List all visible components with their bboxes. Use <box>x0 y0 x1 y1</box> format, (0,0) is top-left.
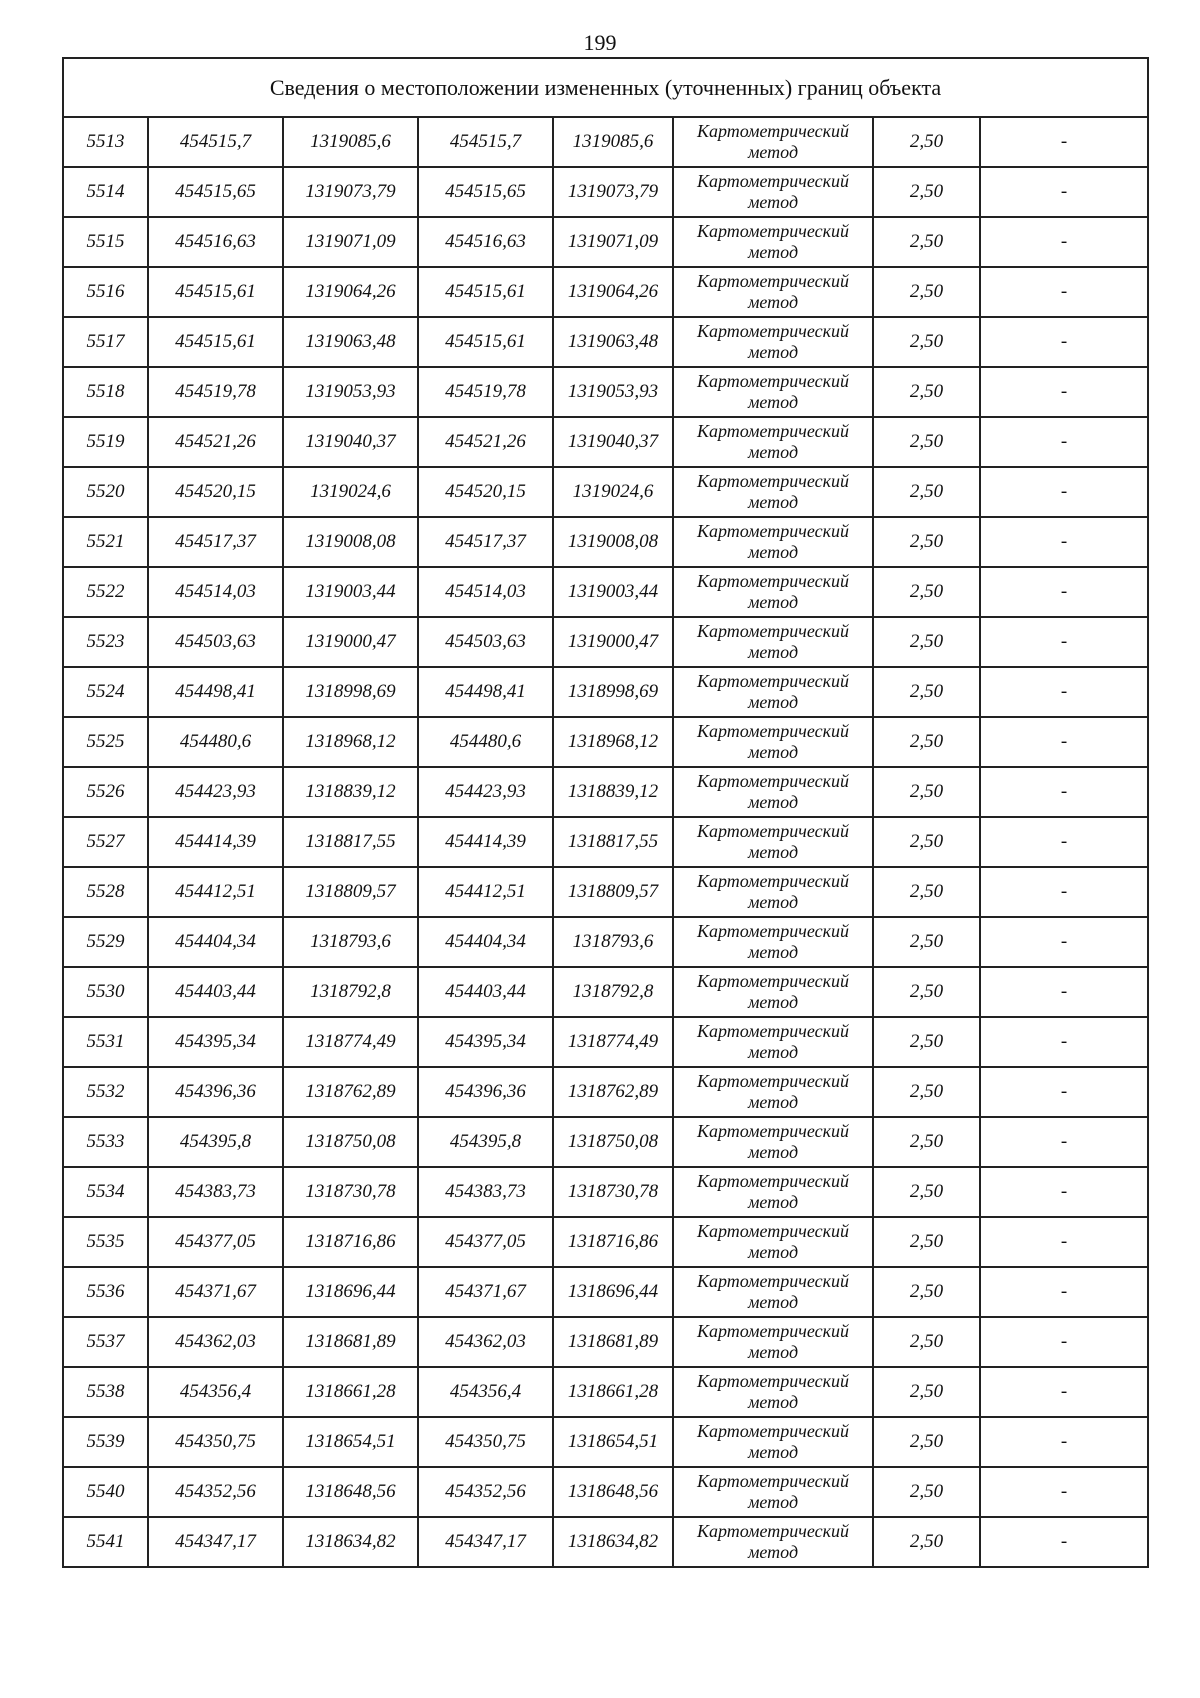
description-cell: - <box>980 717 1148 767</box>
x-old-cell: 454350,75 <box>148 1417 283 1467</box>
description-cell: - <box>980 417 1148 467</box>
method-cell: Картометрический метод <box>673 967 873 1017</box>
point-number-cell: 5532 <box>63 1067 148 1117</box>
description-cell: - <box>980 1117 1148 1167</box>
y-new-cell: 1318792,8 <box>553 967 673 1017</box>
y-old-cell: 1318681,89 <box>283 1317 418 1367</box>
accuracy-cell: 2,50 <box>873 917 980 967</box>
x-old-cell: 454423,93 <box>148 767 283 817</box>
point-number-cell: 5526 <box>63 767 148 817</box>
x-old-cell: 454515,61 <box>148 267 283 317</box>
method-cell: Картометрический метод <box>673 567 873 617</box>
description-cell: - <box>980 517 1148 567</box>
table-row <box>63 1267 1148 1317</box>
y-new-cell: 1318648,56 <box>553 1467 673 1517</box>
table-row <box>63 167 1148 217</box>
method-cell: Картометрический метод <box>673 217 873 267</box>
x-new-cell: 454362,03 <box>418 1317 553 1367</box>
point-number-cell: 5514 <box>63 167 148 217</box>
point-number-cell: 5538 <box>63 1367 148 1417</box>
accuracy-cell: 2,50 <box>873 1267 980 1317</box>
x-new-cell: 454514,03 <box>418 567 553 617</box>
accuracy-cell: 2,50 <box>873 1417 980 1467</box>
method-cell: Картометрический метод <box>673 417 873 467</box>
method-cell: Картометрический метод <box>673 667 873 717</box>
x-old-cell: 454517,37 <box>148 517 283 567</box>
y-old-cell: 1319008,08 <box>283 517 418 567</box>
accuracy-cell: 2,50 <box>873 267 980 317</box>
accuracy-cell: 2,50 <box>873 317 980 367</box>
x-new-cell: 454423,93 <box>418 767 553 817</box>
x-old-cell: 454356,4 <box>148 1367 283 1417</box>
method-cell: Картометрический метод <box>673 467 873 517</box>
y-new-cell: 1319073,79 <box>553 167 673 217</box>
x-old-cell: 454520,15 <box>148 467 283 517</box>
accuracy-cell: 2,50 <box>873 217 980 267</box>
accuracy-cell: 2,50 <box>873 1367 980 1417</box>
accuracy-cell: 2,50 <box>873 967 980 1017</box>
x-new-cell: 454383,73 <box>418 1167 553 1217</box>
y-new-cell: 1318817,55 <box>553 817 673 867</box>
description-cell: - <box>980 767 1148 817</box>
method-cell: Картометрический метод <box>673 167 873 217</box>
table-row <box>63 1067 1148 1117</box>
x-old-cell: 454521,26 <box>148 417 283 467</box>
y-old-cell: 1318839,12 <box>283 767 418 817</box>
x-old-cell: 454362,03 <box>148 1317 283 1367</box>
point-number-cell: 5516 <box>63 267 148 317</box>
y-old-cell: 1318968,12 <box>283 717 418 767</box>
x-old-cell: 454414,39 <box>148 817 283 867</box>
point-number-cell: 5540 <box>63 1467 148 1517</box>
y-new-cell: 1318696,44 <box>553 1267 673 1317</box>
table-row <box>63 667 1148 717</box>
y-new-cell: 1318730,78 <box>553 1167 673 1217</box>
accuracy-cell: 2,50 <box>873 167 980 217</box>
x-new-cell: 454404,34 <box>418 917 553 967</box>
table-row <box>63 617 1148 667</box>
description-cell: - <box>980 567 1148 617</box>
description-cell: - <box>980 917 1148 967</box>
page-number: 199 <box>583 30 617 55</box>
x-new-cell: 454519,78 <box>418 367 553 417</box>
y-new-cell: 1319024,6 <box>553 467 673 517</box>
y-new-cell: 1318762,89 <box>553 1067 673 1117</box>
x-new-cell: 454520,15 <box>418 467 553 517</box>
y-old-cell: 1318730,78 <box>283 1167 418 1217</box>
table-row <box>63 1367 1148 1417</box>
y-old-cell: 1318793,6 <box>283 917 418 967</box>
method-cell: Картометрический метод <box>673 767 873 817</box>
y-new-cell: 1318634,82 <box>553 1517 673 1567</box>
x-new-cell: 454377,05 <box>418 1217 553 1267</box>
method-cell: Картометрический метод <box>673 1167 873 1217</box>
point-number-cell: 5523 <box>63 617 148 667</box>
y-old-cell: 1319073,79 <box>283 167 418 217</box>
description-cell: - <box>980 1167 1148 1217</box>
table-row <box>63 1217 1148 1267</box>
table-row <box>63 217 1148 267</box>
accuracy-cell: 2,50 <box>873 1017 980 1067</box>
x-old-cell: 454371,67 <box>148 1267 283 1317</box>
table-row <box>63 1167 1148 1217</box>
table-row <box>63 467 1148 517</box>
x-new-cell: 454371,67 <box>418 1267 553 1317</box>
accuracy-cell: 2,50 <box>873 467 980 517</box>
description-cell: - <box>980 367 1148 417</box>
table-title: Сведения о местоположении измененных (уточненных) границ объекта <box>63 58 1148 117</box>
x-old-cell: 454515,7 <box>148 117 283 167</box>
x-old-cell: 454498,41 <box>148 667 283 717</box>
x-old-cell: 454377,05 <box>148 1217 283 1267</box>
x-old-cell: 454383,73 <box>148 1167 283 1217</box>
x-old-cell: 454395,8 <box>148 1117 283 1167</box>
x-old-cell: 454396,36 <box>148 1067 283 1117</box>
description-cell: - <box>980 1317 1148 1367</box>
accuracy-cell: 2,50 <box>873 867 980 917</box>
point-number-cell: 5535 <box>63 1217 148 1267</box>
y-old-cell: 1319053,93 <box>283 367 418 417</box>
method-cell: Картометрический метод <box>673 1217 873 1267</box>
method-cell: Картометрический метод <box>673 1117 873 1167</box>
point-number-cell: 5522 <box>63 567 148 617</box>
accuracy-cell: 2,50 <box>873 517 980 567</box>
accuracy-cell: 2,50 <box>873 617 980 667</box>
x-new-cell: 454515,61 <box>418 317 553 367</box>
method-cell: Картометрический метод <box>673 317 873 367</box>
x-new-cell: 454352,56 <box>418 1467 553 1517</box>
table-row <box>63 967 1148 1017</box>
accuracy-cell: 2,50 <box>873 1317 980 1367</box>
y-old-cell: 1318817,55 <box>283 817 418 867</box>
x-old-cell: 454395,34 <box>148 1017 283 1067</box>
point-number-cell: 5518 <box>63 367 148 417</box>
x-new-cell: 454356,4 <box>418 1367 553 1417</box>
accuracy-cell: 2,50 <box>873 767 980 817</box>
table-row <box>63 1517 1148 1567</box>
point-number-cell: 5528 <box>63 867 148 917</box>
accuracy-cell: 2,50 <box>873 117 980 167</box>
y-old-cell: 1318661,28 <box>283 1367 418 1417</box>
y-new-cell: 1318998,69 <box>553 667 673 717</box>
method-cell: Картометрический метод <box>673 367 873 417</box>
method-cell: Картометрический метод <box>673 517 873 567</box>
x-new-cell: 454412,51 <box>418 867 553 917</box>
description-cell: - <box>980 617 1148 667</box>
y-old-cell: 1319003,44 <box>283 567 418 617</box>
x-new-cell: 454503,63 <box>418 617 553 667</box>
description-cell: - <box>980 1417 1148 1467</box>
method-cell: Картометрический метод <box>673 917 873 967</box>
method-cell: Картометрический метод <box>673 1517 873 1567</box>
accuracy-cell: 2,50 <box>873 667 980 717</box>
x-old-cell: 454516,63 <box>148 217 283 267</box>
table-row <box>63 867 1148 917</box>
method-cell: Картометрический метод <box>673 1067 873 1117</box>
y-old-cell: 1319024,6 <box>283 467 418 517</box>
table-row <box>63 517 1148 567</box>
y-old-cell: 1318774,49 <box>283 1017 418 1067</box>
description-cell: - <box>980 817 1148 867</box>
table-row <box>63 817 1148 867</box>
x-old-cell: 454412,51 <box>148 867 283 917</box>
x-old-cell: 454514,03 <box>148 567 283 617</box>
accuracy-cell: 2,50 <box>873 1167 980 1217</box>
y-old-cell: 1318792,8 <box>283 967 418 1017</box>
y-new-cell: 1318750,08 <box>553 1117 673 1167</box>
table-row <box>63 1117 1148 1167</box>
point-number-cell: 5537 <box>63 1317 148 1367</box>
method-cell: Картометрический метод <box>673 1417 873 1467</box>
table-row <box>63 767 1148 817</box>
table-row <box>63 317 1148 367</box>
table-row <box>63 567 1148 617</box>
y-old-cell: 1318696,44 <box>283 1267 418 1317</box>
y-new-cell: 1319064,26 <box>553 267 673 317</box>
description-cell: - <box>980 1017 1148 1067</box>
method-cell: Картометрический метод <box>673 617 873 667</box>
x-new-cell: 454516,63 <box>418 217 553 267</box>
y-new-cell: 1319040,37 <box>553 417 673 467</box>
y-old-cell: 1318634,82 <box>283 1517 418 1567</box>
point-number-cell: 5536 <box>63 1267 148 1317</box>
method-cell: Картометрический метод <box>673 1017 873 1067</box>
table-row <box>63 267 1148 317</box>
x-old-cell: 454352,56 <box>148 1467 283 1517</box>
description-cell: - <box>980 267 1148 317</box>
table-body <box>63 117 1148 1567</box>
point-number-cell: 5525 <box>63 717 148 767</box>
x-new-cell: 454395,8 <box>418 1117 553 1167</box>
accuracy-cell: 2,50 <box>873 1117 980 1167</box>
x-old-cell: 454347,17 <box>148 1517 283 1567</box>
y-new-cell: 1318793,6 <box>553 917 673 967</box>
x-new-cell: 454396,36 <box>418 1067 553 1117</box>
x-old-cell: 454515,61 <box>148 317 283 367</box>
table-row <box>63 1467 1148 1517</box>
y-old-cell: 1319040,37 <box>283 417 418 467</box>
x-old-cell: 454480,6 <box>148 717 283 767</box>
point-number-cell: 5517 <box>63 317 148 367</box>
x-old-cell: 454403,44 <box>148 967 283 1017</box>
description-cell: - <box>980 167 1148 217</box>
y-new-cell: 1319003,44 <box>553 567 673 617</box>
x-new-cell: 454403,44 <box>418 967 553 1017</box>
x-old-cell: 454503,63 <box>148 617 283 667</box>
x-new-cell: 454414,39 <box>418 817 553 867</box>
x-new-cell: 454395,34 <box>418 1017 553 1067</box>
x-new-cell: 454347,17 <box>418 1517 553 1567</box>
x-old-cell: 454515,65 <box>148 167 283 217</box>
boundary-coordinates-table <box>62 57 1149 1568</box>
y-old-cell: 1318716,86 <box>283 1217 418 1267</box>
method-cell: Картометрический метод <box>673 1467 873 1517</box>
y-new-cell: 1319000,47 <box>553 617 673 667</box>
point-number-cell: 5521 <box>63 517 148 567</box>
y-new-cell: 1318968,12 <box>553 717 673 767</box>
point-number-cell: 5513 <box>63 117 148 167</box>
accuracy-cell: 2,50 <box>873 1467 980 1517</box>
y-old-cell: 1318998,69 <box>283 667 418 717</box>
x-new-cell: 454517,37 <box>418 517 553 567</box>
y-new-cell: 1318716,86 <box>553 1217 673 1267</box>
y-new-cell: 1319053,93 <box>553 367 673 417</box>
accuracy-cell: 2,50 <box>873 567 980 617</box>
table-row <box>63 1417 1148 1467</box>
x-new-cell: 454480,6 <box>418 717 553 767</box>
x-old-cell: 454519,78 <box>148 367 283 417</box>
y-new-cell: 1318809,57 <box>553 867 673 917</box>
accuracy-cell: 2,50 <box>873 817 980 867</box>
accuracy-cell: 2,50 <box>873 717 980 767</box>
description-cell: - <box>980 117 1148 167</box>
table-row <box>63 417 1148 467</box>
y-old-cell: 1318654,51 <box>283 1417 418 1467</box>
y-old-cell: 1319000,47 <box>283 617 418 667</box>
y-new-cell: 1319008,08 <box>553 517 673 567</box>
y-new-cell: 1319085,6 <box>553 117 673 167</box>
y-old-cell: 1319064,26 <box>283 267 418 317</box>
y-new-cell: 1318661,28 <box>553 1367 673 1417</box>
point-number-cell: 5529 <box>63 917 148 967</box>
point-number-cell: 5533 <box>63 1117 148 1167</box>
point-number-cell: 5519 <box>63 417 148 467</box>
point-number-cell: 5530 <box>63 967 148 1017</box>
accuracy-cell: 2,50 <box>873 417 980 467</box>
point-number-cell: 5524 <box>63 667 148 717</box>
y-new-cell: 1319063,48 <box>553 317 673 367</box>
accuracy-cell: 2,50 <box>873 1067 980 1117</box>
point-number-cell: 5539 <box>63 1417 148 1467</box>
x-new-cell: 454350,75 <box>418 1417 553 1467</box>
accuracy-cell: 2,50 <box>873 1517 980 1567</box>
description-cell: - <box>980 1367 1148 1417</box>
table-row <box>63 117 1148 167</box>
y-old-cell: 1319063,48 <box>283 317 418 367</box>
description-cell: - <box>980 467 1148 517</box>
description-cell: - <box>980 667 1148 717</box>
point-number-cell: 5515 <box>63 217 148 267</box>
point-number-cell: 5520 <box>63 467 148 517</box>
point-number-cell: 5531 <box>63 1017 148 1067</box>
method-cell: Картометрический метод <box>673 867 873 917</box>
method-cell: Картометрический метод <box>673 1267 873 1317</box>
y-old-cell: 1319071,09 <box>283 217 418 267</box>
description-cell: - <box>980 1267 1148 1317</box>
method-cell: Картометрический метод <box>673 267 873 317</box>
table-row <box>63 1017 1148 1067</box>
point-number-cell: 5534 <box>63 1167 148 1217</box>
description-cell: - <box>980 1217 1148 1267</box>
x-new-cell: 454515,65 <box>418 167 553 217</box>
y-new-cell: 1318654,51 <box>553 1417 673 1467</box>
x-new-cell: 454498,41 <box>418 667 553 717</box>
x-new-cell: 454521,26 <box>418 417 553 467</box>
table-row <box>63 917 1148 967</box>
y-old-cell: 1318809,57 <box>283 867 418 917</box>
description-cell: - <box>980 1517 1148 1567</box>
accuracy-cell: 2,50 <box>873 367 980 417</box>
description-cell: - <box>980 867 1148 917</box>
table-row <box>63 367 1148 417</box>
x-old-cell: 454404,34 <box>148 917 283 967</box>
method-cell: Картометрический метод <box>673 117 873 167</box>
table-title-row <box>63 58 1148 117</box>
y-new-cell: 1318774,49 <box>553 1017 673 1067</box>
method-cell: Картометрический метод <box>673 1317 873 1367</box>
y-old-cell: 1318762,89 <box>283 1067 418 1117</box>
point-number-cell: 5527 <box>63 817 148 867</box>
method-cell: Картометрический метод <box>673 717 873 767</box>
x-new-cell: 454515,7 <box>418 117 553 167</box>
table-row <box>63 1317 1148 1367</box>
y-old-cell: 1318648,56 <box>283 1467 418 1517</box>
method-cell: Картометрический метод <box>673 1367 873 1417</box>
table-row <box>63 717 1148 767</box>
description-cell: - <box>980 217 1148 267</box>
y-new-cell: 1318681,89 <box>553 1317 673 1367</box>
accuracy-cell: 2,50 <box>873 1217 980 1267</box>
description-cell: - <box>980 967 1148 1017</box>
x-new-cell: 454515,61 <box>418 267 553 317</box>
description-cell: - <box>980 317 1148 367</box>
description-cell: - <box>980 1067 1148 1117</box>
description-cell: - <box>980 1467 1148 1517</box>
point-number-cell: 5541 <box>63 1517 148 1567</box>
y-new-cell: 1318839,12 <box>553 767 673 817</box>
method-cell: Картометрический метод <box>673 817 873 867</box>
y-old-cell: 1319085,6 <box>283 117 418 167</box>
y-old-cell: 1318750,08 <box>283 1117 418 1167</box>
y-new-cell: 1319071,09 <box>553 217 673 267</box>
